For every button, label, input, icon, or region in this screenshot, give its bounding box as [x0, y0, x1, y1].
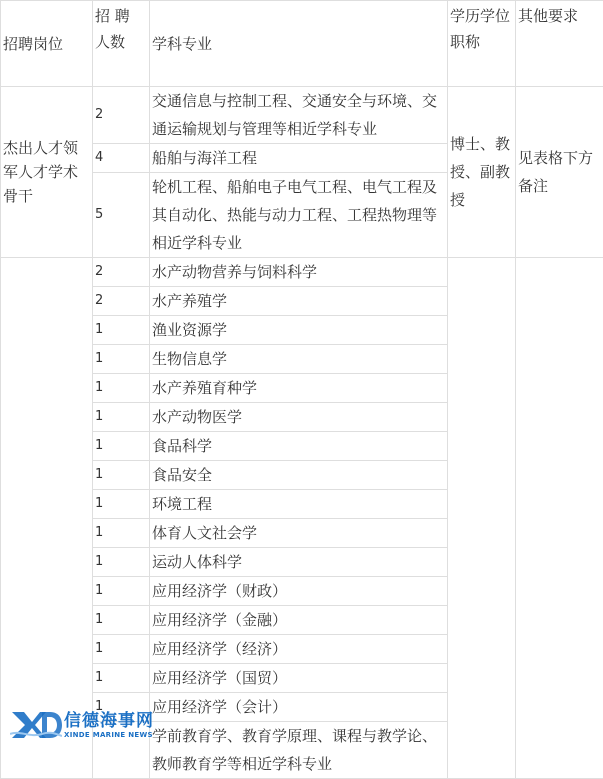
- row-count: 1: [93, 345, 150, 374]
- row-major: 水产动物医学: [150, 403, 448, 432]
- row-major: 应用经济学（金融）: [150, 606, 448, 635]
- row-count: 1: [93, 403, 150, 432]
- row-major: 交通信息与控制工程、交通安全与环境、交通运输规划与管理等相近学科专业: [150, 87, 448, 144]
- group1-degree: 博士、教授、副教授: [448, 87, 516, 258]
- group2-degree: [448, 258, 516, 779]
- row-count: 2: [93, 258, 150, 287]
- row-count: 1: [93, 664, 150, 693]
- watermark-text: [64, 711, 154, 740]
- group2-other: [516, 258, 603, 779]
- header-other: 其他要求: [516, 1, 603, 87]
- row-count: 1: [93, 606, 150, 635]
- header-count: 招 聘 人数: [93, 1, 150, 87]
- row-major: 船舶与海洋工程: [150, 144, 448, 173]
- row-count: 1: [93, 461, 150, 490]
- header-major: 学科专业: [150, 1, 448, 87]
- group1-position: 杰出人才领军人才学术骨干: [1, 87, 93, 258]
- group2-position: [1, 258, 93, 779]
- row-count: 1: [93, 548, 150, 577]
- xinde-logo-icon: [10, 708, 62, 742]
- row-count: 2: [93, 287, 150, 316]
- table-row: [1, 258, 603, 287]
- row-count: 2: [93, 87, 150, 144]
- row-major: 环境工程: [150, 490, 448, 519]
- row-count: 4: [93, 144, 150, 173]
- row-major: 应用经济学（财政）: [150, 577, 448, 606]
- row-count: 1: [93, 490, 150, 519]
- group1-other: 见表格下方备注: [516, 87, 603, 258]
- row-major: 应用经济学（国贸）: [150, 664, 448, 693]
- row-major: 生物信息学: [150, 345, 448, 374]
- row-major: 水产养殖学: [150, 287, 448, 316]
- row-major: 体育人文社会学: [150, 519, 448, 548]
- row-major: 食品安全: [150, 461, 448, 490]
- header-position: 招聘岗位: [1, 1, 93, 87]
- watermark: [10, 705, 160, 745]
- row-count: 1: [93, 577, 150, 606]
- row-count: 1: [93, 635, 150, 664]
- row-major: 轮机工程、船舶电子电气工程、电气工程及其自动化、热能与动力工程、工程热物理等相近学科专业: [150, 173, 448, 258]
- row-count: 1: [93, 693, 150, 722]
- row-count: 1: [93, 374, 150, 403]
- row-major: 食品科学: [150, 432, 448, 461]
- row-major: 渔业资源学: [150, 316, 448, 345]
- row-count: 1: [93, 519, 150, 548]
- row-count: 1: [93, 316, 150, 345]
- row-major: 水产养殖育种学: [150, 374, 448, 403]
- row-major: 学前教育学、教育学原理、课程与教学论、教师教育学等相近学科专业: [150, 722, 448, 779]
- watermark-english: XINDE MARINE NEWS: [64, 731, 154, 740]
- row-major: 水产动物营养与饲料科学: [150, 258, 448, 287]
- row-count: 1: [93, 432, 150, 461]
- header-degree: 学历学位职称: [448, 1, 516, 87]
- watermark-chinese: 信德海事网: [64, 711, 154, 731]
- row-count: 5: [93, 173, 150, 258]
- row-major: 应用经济学（会计）: [150, 693, 448, 722]
- row-major: 应用经济学（经济）: [150, 635, 448, 664]
- table-row: [1, 87, 603, 144]
- header-row: [1, 1, 603, 87]
- row-major: 运动人体科学: [150, 548, 448, 577]
